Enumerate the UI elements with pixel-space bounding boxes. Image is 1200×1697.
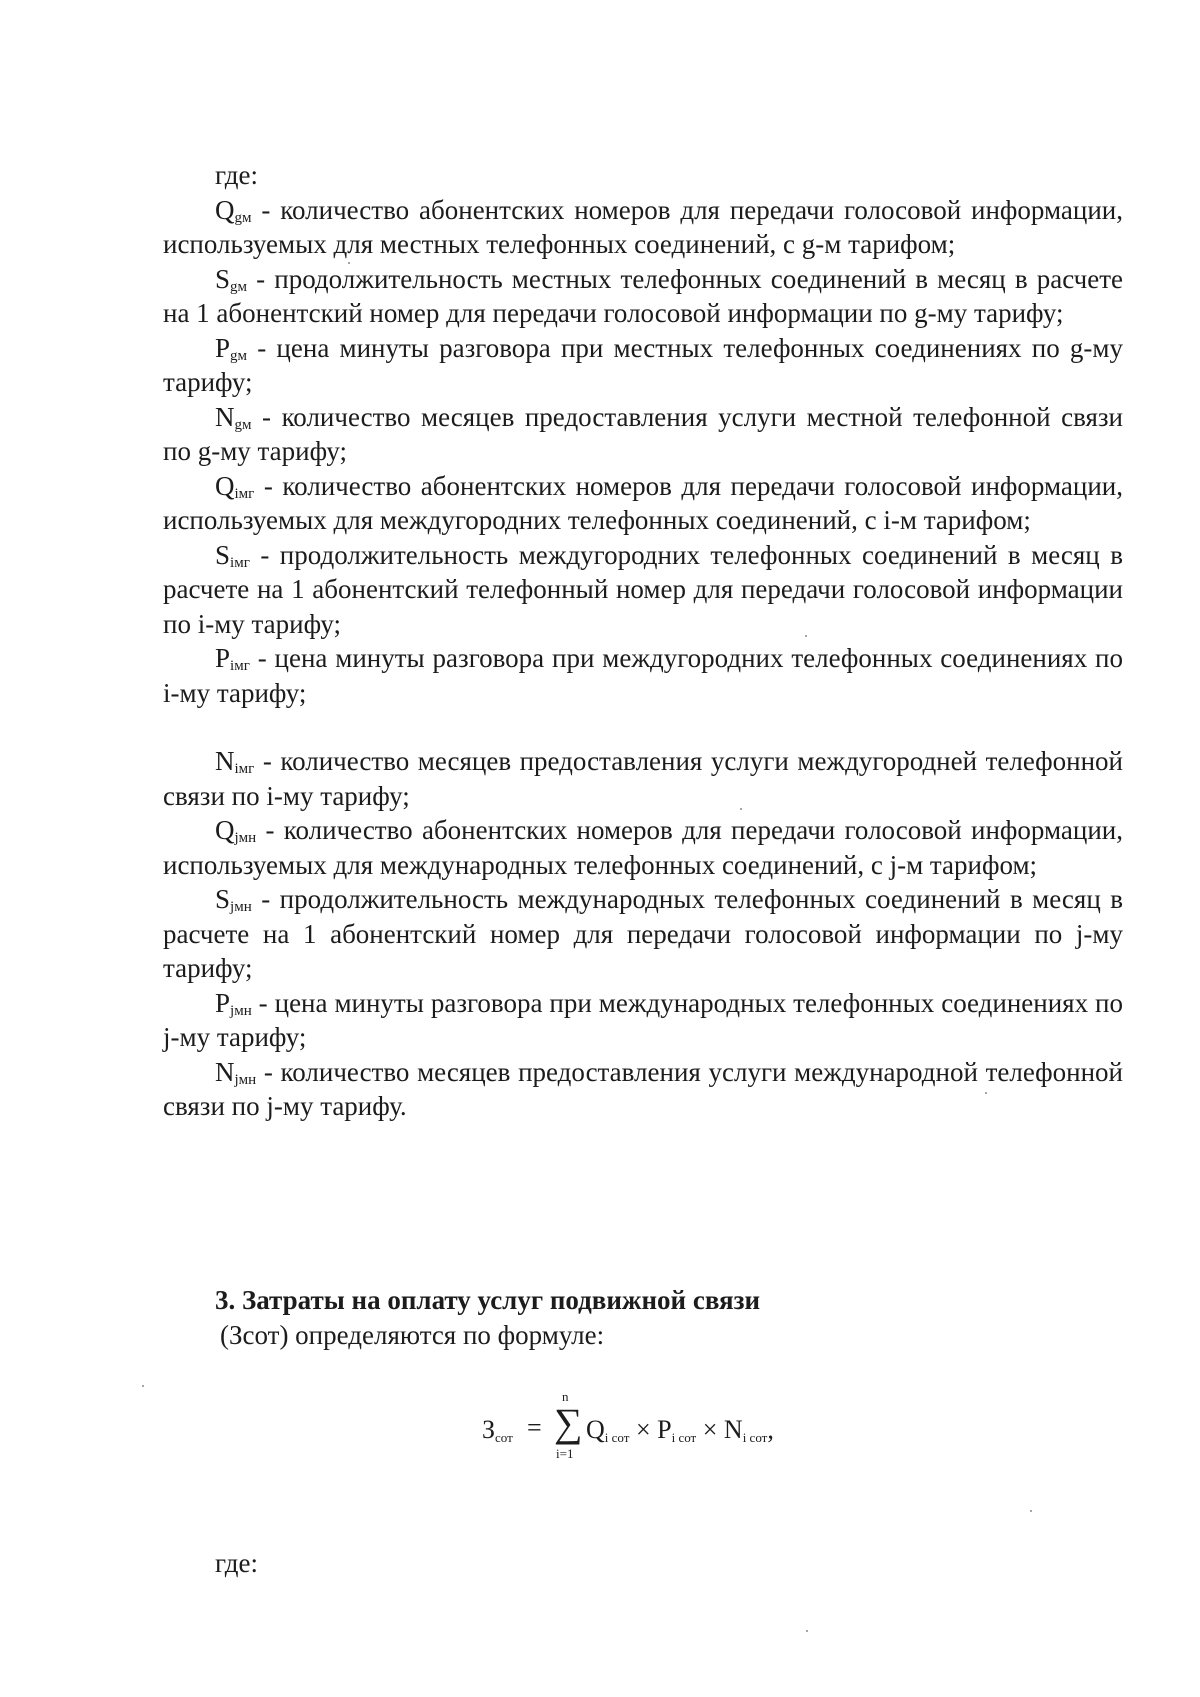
symbol: P — [215, 987, 231, 1018]
where-text: где: — [215, 160, 258, 190]
definition-text: - цена минуты разговора при международных телефонных соединениях по j-му тарифу; — [163, 987, 1123, 1052]
definition-s-jmn — [163, 882, 1123, 986]
scan-speck — [740, 808, 742, 810]
symbol: S — [215, 884, 231, 914]
lhs-symbol: З — [482, 1415, 496, 1444]
symbol-subscript: jмн — [234, 1071, 257, 1088]
scan-speck — [985, 1092, 987, 1094]
definitions-block — [163, 158, 1123, 1124]
definition-p-img — [163, 641, 1123, 710]
definition-text: - количество абонентских номеров для передачи голосовой информации, используемых для международных телефонных соединений, с j-м тарифом; — [163, 815, 1123, 880]
scan-speck — [1030, 1510, 1032, 1512]
definition-s-gm — [163, 262, 1123, 331]
n-subscript: i сот — [742, 1430, 768, 1445]
symbol-subscript: gм — [234, 209, 252, 226]
q-subscript: i сот — [604, 1430, 630, 1445]
symbol: P — [215, 643, 231, 673]
symbol-subscript: jмн — [230, 1002, 252, 1019]
symbol: S — [215, 539, 231, 570]
scan-speck — [806, 1630, 808, 1632]
symbol-subscript: jмн — [230, 899, 252, 915]
formula-rhs — [586, 1415, 774, 1445]
formula-lhs — [482, 1415, 513, 1445]
definition-text: - цена минуты разговора при местных телефонных соединениях по g-му тарифу; — [163, 332, 1123, 397]
p-subscript: i сот — [671, 1430, 697, 1445]
scan-speck — [142, 1385, 144, 1387]
symbol: Q — [215, 815, 235, 845]
definition-p-gm — [163, 331, 1123, 400]
symbol-subscript: iмг — [230, 554, 250, 571]
definition-text: - количество абонентских номеров для передачи голосовой информации, используемых для междугородних телефонных соединений, с i-м тарифом; — [163, 470, 1123, 535]
cost-formula — [482, 1389, 842, 1473]
definition-n-jmn — [163, 1055, 1123, 1124]
symbol: N — [215, 401, 235, 432]
n-symbol: N — [723, 1415, 743, 1444]
definition-n-img — [163, 744, 1123, 813]
definition-text: - продолжительность международных телефонных соединений в месяц в расчете на 1 абонентский номер для передачи голосовой информации по j-му тарифу; — [163, 884, 1123, 983]
definition-text: - количество месяцев предоставления услуги международной телефонной связи по j-му тарифу. — [163, 1056, 1123, 1121]
definition-n-gm — [163, 400, 1123, 469]
formula-equals: = — [527, 1413, 542, 1442]
symbol-subscript: gм — [234, 416, 252, 433]
section-subheading: (Зсот) определяются по формуле: — [220, 1320, 605, 1350]
definition-text: - цена минуты разговора при междугородних телефонных соединениях по i-му тарифу; — [163, 643, 1123, 708]
formula-comma: , — [767, 1415, 774, 1444]
symbol: Q — [215, 470, 235, 501]
times-sign: × — [696, 1415, 724, 1444]
sum-sign: ∑ — [554, 1400, 583, 1445]
definition-s-img — [163, 538, 1123, 642]
symbol-subscript: jмн — [234, 830, 257, 846]
definition-text: - количество месяцев предоставления услуги междугородней телефонной связи по i-му тарифу; — [163, 746, 1123, 811]
symbol: S — [215, 263, 231, 294]
sum-upper-limit: n — [562, 1389, 569, 1404]
symbol-subscript: iмг — [234, 761, 255, 777]
sum-lower-limit: i=1 — [556, 1446, 574, 1461]
symbol: P — [215, 332, 231, 363]
definition-q-jmn — [163, 813, 1123, 882]
where-label — [163, 158, 1123, 193]
symbol-subscript: iмг — [230, 658, 250, 674]
where-label-bottom: где: — [215, 1548, 258, 1578]
definition-text: - продолжительность местных телефонных соединений в месяц в расчете на 1 абонентский номер для передачи голосовой информации по g-му тарифу; — [163, 263, 1123, 328]
symbol-subscript: gм — [230, 347, 248, 364]
definition-text: - количество месяцев предоставления услуги местной телефонной связи по g-му тарифу; — [163, 401, 1123, 466]
section-heading: 3. Затраты на оплату услуг подвижной связи — [215, 1285, 761, 1315]
definition-text: - количество абонентских номеров для передачи голосовой информации, используемых для местных телефонных соединений, с g-м тарифом; — [163, 194, 1123, 259]
lhs-subscript: сот — [495, 1430, 513, 1445]
q-symbol: Q — [586, 1415, 605, 1444]
symbol: N — [215, 746, 235, 776]
scan-speck — [805, 635, 807, 637]
scan-speck — [348, 262, 350, 264]
definition-q-gm — [163, 193, 1123, 262]
definition-p-jmn — [163, 986, 1123, 1055]
symbol: Q — [215, 194, 235, 225]
definition-text: - продолжительность междугородних телефонных соединений в месяц в расчете на 1 абонентский телефонный номер для передачи голосовой информации по i-му тарифу; — [163, 539, 1123, 639]
symbol: N — [215, 1056, 235, 1087]
symbol-subscript: iмг — [234, 485, 255, 502]
times-sign: × — [629, 1415, 658, 1444]
symbol-subscript: gм — [230, 278, 248, 295]
p-symbol: P — [657, 1415, 672, 1444]
definition-q-img — [163, 469, 1123, 538]
